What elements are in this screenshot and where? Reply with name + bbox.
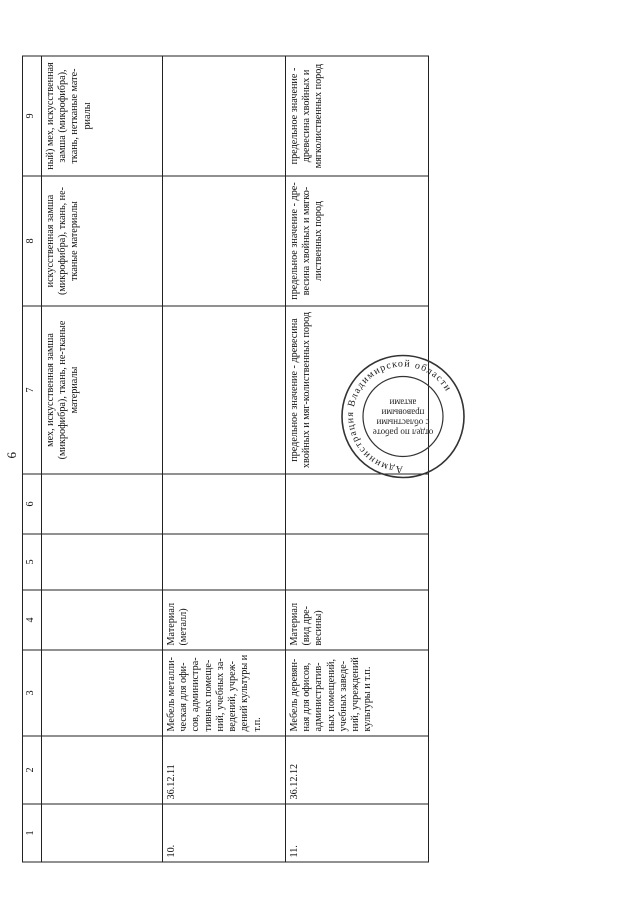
stamp-line: актами — [389, 397, 417, 408]
table-cell: искусственная замша (микрофибра), ткань, не-тканые материалы — [42, 176, 163, 306]
table-cell: Мебель деревян-ная для офисов, административ-ных помещений, учебных заведе-ний, учреждений культуры и т.п. — [286, 650, 429, 736]
header-row — [23, 56, 42, 862]
table-cell: предельное значение - древесина хвойных и мяг-колиственных пород — [286, 306, 429, 474]
header-cell: 1 — [23, 804, 42, 862]
official-stamp — [340, 354, 466, 480]
stamp-center-text — [340, 354, 466, 480]
table-cell — [42, 650, 163, 736]
table-cell: предельное значение - дре-весина хвойных и мягко-лиственных пород — [286, 176, 429, 306]
table-row — [163, 56, 286, 862]
table-cell: 36.12.12 — [286, 736, 429, 804]
stamp-ring-text: Администрация Владимирской области — [344, 358, 454, 475]
header-cell: 9 — [23, 56, 42, 176]
stamp-line: отдел по работе — [372, 427, 434, 438]
table-cell: мех, искусственная замша (микрофибра), ткань, не-тканые материалы — [42, 306, 163, 474]
table-cell — [163, 534, 286, 590]
table-cell: предельное значение - древесина хвойных и мягколиственных пород — [286, 56, 429, 176]
page-number: 6 — [4, 452, 19, 459]
table-cell — [163, 474, 286, 534]
table-cell — [163, 306, 286, 474]
table-cell — [42, 474, 163, 534]
header-cell: 8 — [23, 176, 42, 306]
table-cell — [163, 56, 286, 176]
stamp-line: правовыми — [381, 407, 425, 418]
table-cell — [286, 534, 429, 590]
header-cell: 7 — [23, 306, 42, 474]
table-cell: Мебель металли-ческая для офи-сов, администра-тивных помеще-ний, учебных за-ведений, учреж-дений культуры и т.п. — [163, 650, 286, 736]
table-cell — [286, 474, 429, 534]
table-cell — [42, 804, 163, 862]
table-cell — [42, 736, 163, 804]
header-cell: 3 — [23, 650, 42, 736]
header-cell: 4 — [23, 590, 42, 650]
table-cell — [42, 534, 163, 590]
table-row — [42, 56, 163, 862]
table-cell: 10. — [163, 804, 286, 862]
table-cell: Материал (вид дре-весины) — [286, 590, 429, 650]
table-cell — [163, 176, 286, 306]
header-cell: 6 — [23, 474, 42, 534]
header-cell: 5 — [23, 534, 42, 590]
table-cell — [42, 590, 163, 650]
header-cell: 2 — [23, 736, 42, 804]
table-cell: 11. — [286, 804, 429, 862]
table-cell: ный) мех, искусственная замша (микрофибра), ткань, нетканые мате-риалы — [42, 56, 163, 176]
stamp-line: с областными — [376, 417, 430, 428]
table-cell: Материал (металл) — [163, 590, 286, 650]
table-cell: 36.12.11 — [163, 736, 286, 804]
